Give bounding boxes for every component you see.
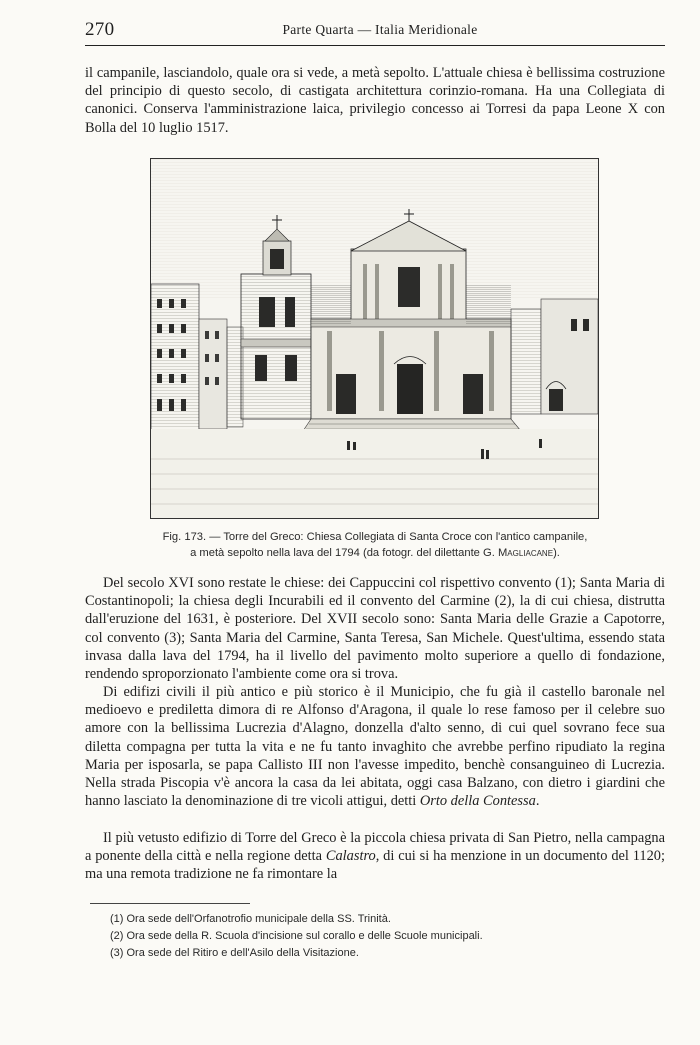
paragraph-1: il campanile, lasciandolo, quale ora si vede, a metà sepolto. L'attuale chiesa è bellissima costruzione del principio di questo secolo, di castigata architettura corinzio-romana. Ha una Collegiata di canonici. Conserva l'amministrazione laica, privilegio concesso ai Torresi da papa Leone X con Bolla del 10 luglio 1517. [85,65,665,136]
caption-line-1: Fig. 173. — Torre del Greco: Chiesa Collegiata di Santa Croce con l'antico campanile, [162,531,588,543]
footnote-3: (3) Ora sede del Ritiro e dell'Asilo della Visitazione. [110,947,359,959]
running-title: Parte Quarta — Italia Meridionale [282,22,478,37]
paragraph-3: Di edifizi civili il più antico e più storico è il Municipio, che fu già il castello baronale nel medioevo e prediletta dimora di re Alfonso d'Aragona, il quale lo rese famoso per il celebre suo amore con la bellissima Lucrezia d'Alagno, donzella d'alto senno, di cui quel sovrano fece sua diletta compagna per tutta la vita e ne fu tanto invaghito che avrebbe perfino ripudiato la regina Maria per isposarla, se papa Callisto III non l'avesse impedito, benchè consanguineo di Lucrezia. Nella strada Piscopia v'è ancora la casa da lei abitata, oggi casa Balzano, con dietro i giardini che hanno lasciato la denominazione di tre vicoli attigui, detti Orto della Contessa. [85,684,665,810]
page-number: 270 [85,19,115,40]
piazza [151,429,598,518]
caption-line-2: a metà sepolto nella lava del 1794 (da fotogr. del dilettante G. Magliacane). [190,546,560,559]
calastro: Calastro [325,848,376,865]
footnote-rule [90,903,250,904]
orto-della-contessa: Orto della Contessa [419,793,536,810]
right-buildings [511,299,598,414]
church-engraving [150,158,599,519]
footnote-2: (2) Ora sede della R. Scuola d'incisione sul corallo e delle Scuole municipali. [110,930,483,942]
paragraph-4: Il più vetusto edifizio di Torre del Greco è la piccola chiesa privata di San Pietro, nella campagna a ponente della città e nella regione detta Calastro, di cui si ha menzione in un documento del 1120; ma una remota tradizione ne fa rimontare la [85,830,665,883]
paragraph-2: Del secolo XVI sono restate le chiese: dei Cappuccini col rispettivo convento (1); Santa Maria di Costantinopoli; la chiesa degli Incurabili ed il convento del Carmine (2), la di cui chiesa, distrutta dall'eruzione del 1631, è posteriore. Del XVII secolo sono: Santa Maria delle Grazie a Capotorre, col convento (3); Santa Maria del Carmine, Santa Teresa, San Michele. Quest'ultima, essendo stata invasa dalla lava del 1794, ha il livello del pavimento molto superiore a quello di fondazione, rendendo sproporzionato l'ambiente come ora si trova. [85,575,665,683]
header-rule [85,45,665,46]
footnotes [110,911,670,962]
footnote-1: (1) Ora sede dell'Orfanotrofio municipale della SS. Trinità. [110,913,391,925]
figure-caption [85,530,665,561]
